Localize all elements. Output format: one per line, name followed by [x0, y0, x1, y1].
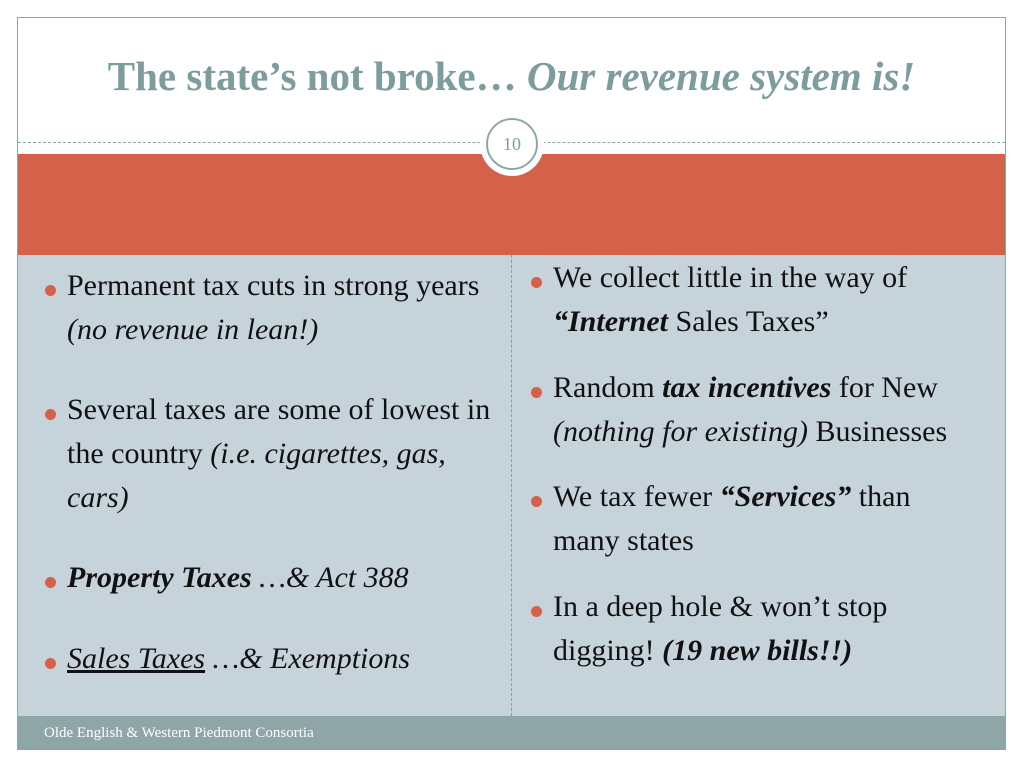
bullet-icon [45, 285, 56, 296]
bullet-text: Permanent tax cuts in strong years [67, 269, 480, 302]
title-emphasis: Our revenue system is! [526, 53, 916, 99]
bullet-item [524, 475, 984, 563]
bullet-text: We collect little in the way of [553, 261, 908, 294]
bullet-note: (no revenue in lean!) [67, 313, 319, 346]
bullet-text: Businesses [807, 415, 948, 448]
right-bullet-list [524, 258, 984, 673]
column-divider [511, 255, 512, 716]
bullet-note: …& Exemptions [205, 642, 411, 675]
bullet-text: Random [553, 371, 663, 404]
left-bullet-list [38, 258, 500, 681]
bullet-icon [45, 658, 56, 669]
bullet-text: for New [831, 371, 938, 404]
bullet-item [38, 264, 500, 352]
bullet-item [38, 556, 500, 600]
bullet-emphasis: “Services” [719, 480, 852, 513]
bullet-note: …& Act 388 [251, 561, 409, 594]
bullet-emphasis: “Internet [553, 305, 669, 338]
bullet-text: Several taxes are some of lowest in the country [67, 393, 491, 470]
bullet-note: (i.e. cigarettes, gas, cars) [67, 437, 446, 514]
bullet-item [524, 366, 984, 454]
bullet-note: (nothing for existing) [553, 415, 808, 448]
bullet-item [524, 256, 984, 344]
slide-number: 10 [486, 118, 538, 170]
bullet-item [38, 637, 500, 681]
bullet-icon [45, 577, 56, 588]
bullet-emphasis: Sales Taxes [67, 642, 206, 675]
bullet-emphasis: tax incentives [662, 371, 832, 404]
footer-text: Olde English & Western Piedmont Consortia [44, 725, 314, 741]
bullet-item [38, 388, 500, 520]
bullet-icon [531, 496, 542, 507]
bullet-emphasis: Property Taxes [67, 561, 252, 594]
slide-title [17, 52, 1006, 100]
bullet-icon [531, 277, 542, 288]
bullet-text: than many states [553, 480, 911, 557]
bullet-emphasis: (19 new bills!!) [662, 634, 853, 667]
bullet-text: Sales Taxes” [668, 305, 829, 338]
bullet-item [524, 585, 984, 673]
bullet-text: We tax fewer [553, 480, 720, 513]
title-plain: The state’s not broke… [107, 53, 527, 99]
bullet-icon [531, 387, 542, 398]
bullet-icon [45, 409, 56, 420]
bullet-text: In a deep hole & won’t stop digging! [553, 590, 888, 667]
bullet-icon [531, 606, 542, 617]
